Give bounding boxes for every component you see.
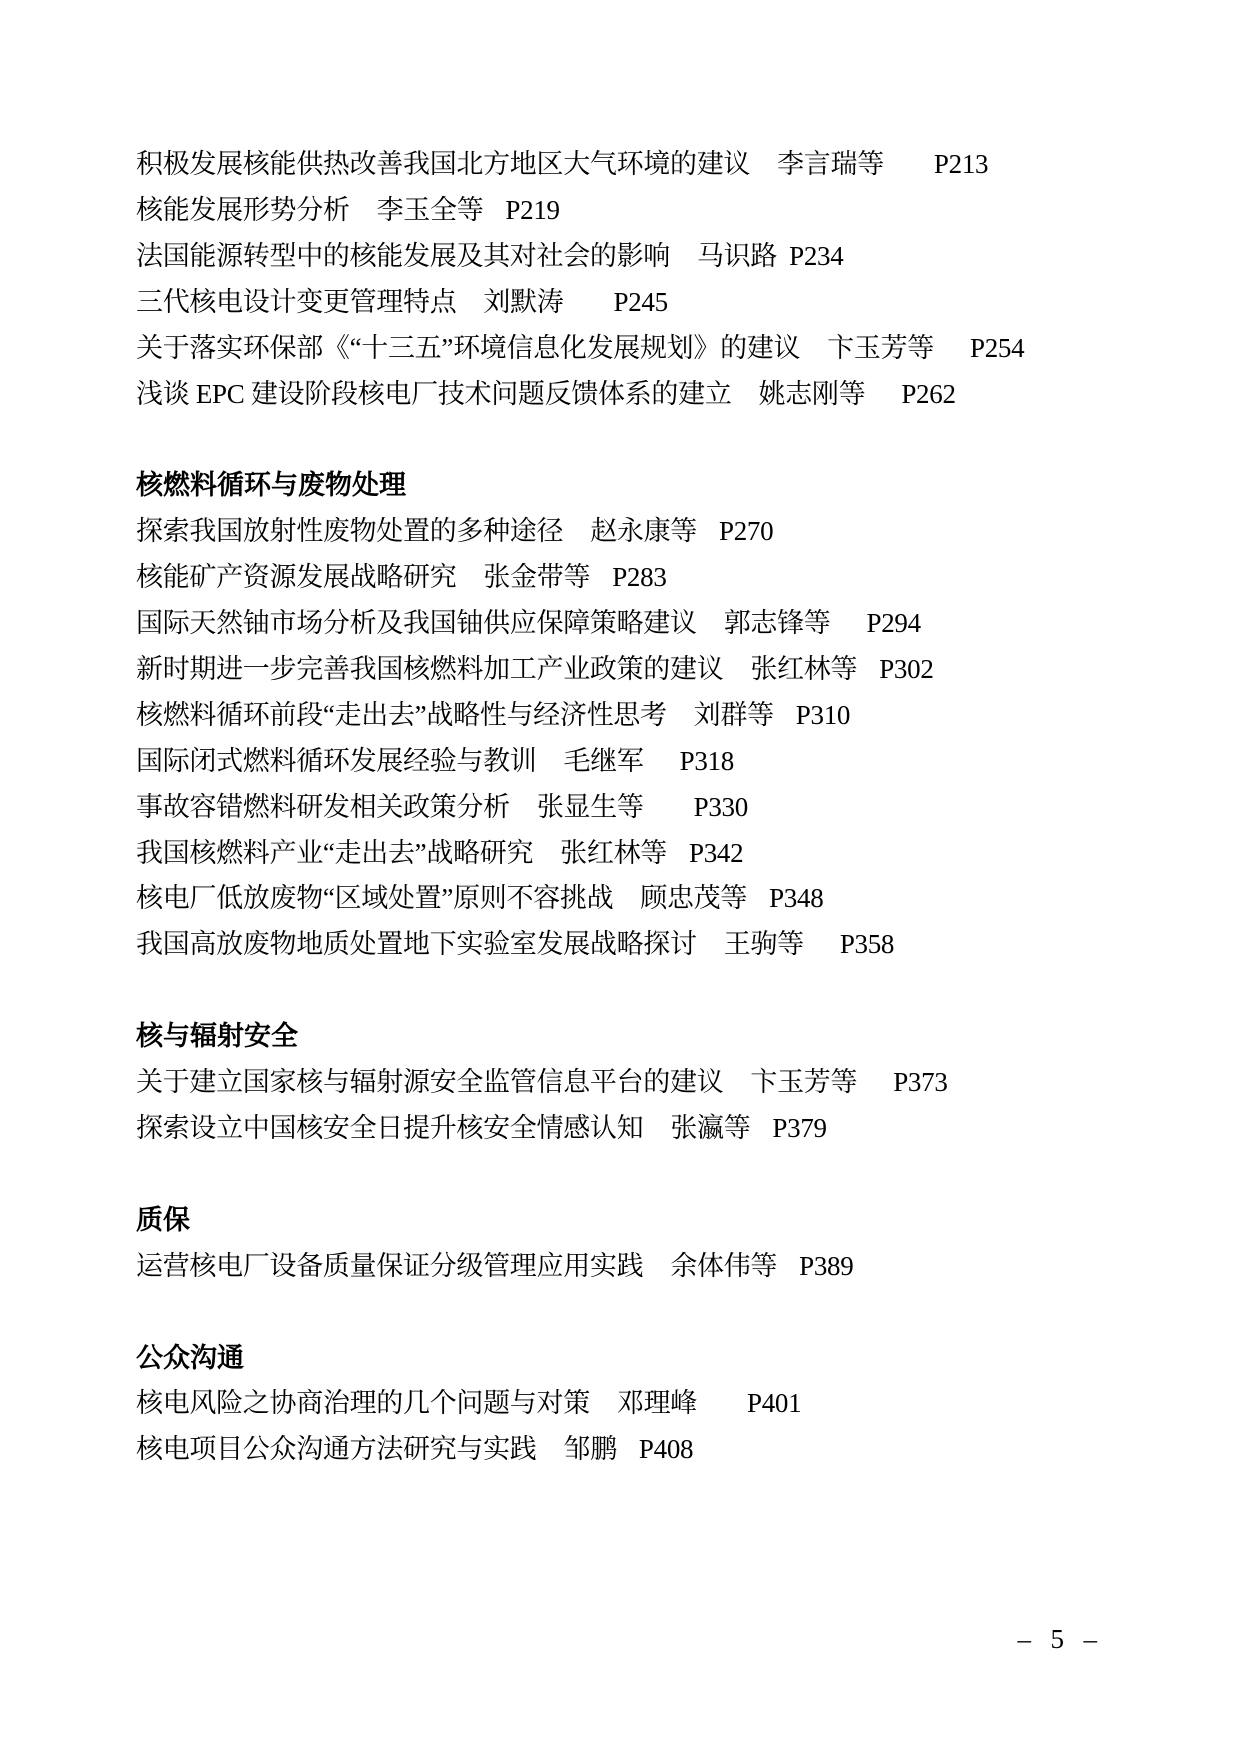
page-number — [983, 1594, 1100, 1684]
entry-author: 张瀛等 — [670, 1113, 751, 1143]
page-number-text: – 5 – — [1017, 1624, 1099, 1654]
entry-title: 我国核燃料产业“走出去”战略研究 — [136, 837, 534, 868]
toc-content — [136, 142, 1136, 1473]
toc-entry — [136, 831, 1136, 877]
entry-author: 顾忠茂等 — [640, 883, 748, 914]
toc-entry — [136, 188, 1136, 234]
toc-entry — [136, 280, 1136, 326]
entry-title: 三代核电设计变更管理特点 — [136, 286, 457, 317]
entry-author: 刘默涛 — [483, 286, 564, 317]
toc-entry — [136, 647, 1136, 693]
entry-author: 卞玉芳等 — [827, 332, 934, 363]
entry-author: 姚志刚等 — [758, 378, 866, 409]
entry-title: 核能发展形势分析 — [136, 194, 350, 225]
section-heading: 质保 — [136, 1204, 190, 1235]
entry-author: 马识路 — [697, 240, 778, 271]
entry-page-number: P213 — [933, 149, 989, 179]
entry-page-number: P219 — [505, 194, 560, 225]
toc-entry — [136, 142, 1136, 188]
entry-page-number: P234 — [789, 240, 844, 271]
entry-title: 我国高放废物地质处置地下实验室发展战略探讨 — [136, 929, 697, 960]
toc-entry — [136, 234, 1136, 280]
entry-title: 关于落实环保部《“十三五”环境信息化发展规划》的建议 — [136, 332, 801, 363]
entry-title: 核燃料循环前段“走出去”战略性与经济性思考 — [136, 699, 667, 730]
entry-page-number: P283 — [612, 562, 667, 593]
entry-page-number: P348 — [769, 883, 824, 914]
toc-entry — [136, 326, 1136, 372]
entry-author: 刘群等 — [693, 699, 774, 730]
entry-title: 积极发展核能供热改善我国北方地区大气环境的建议 — [136, 149, 751, 179]
entry-page-number: P408 — [638, 1434, 694, 1465]
entry-title: 探索我国放射性废物处置的多种途径 — [136, 516, 564, 547]
toc-entry — [136, 693, 1136, 739]
entry-title: 核能矿产资源发展战略研究 — [136, 562, 457, 593]
entry-title: 探索设立中国核安全日提升核安全情感认知 — [136, 1113, 644, 1143]
toc-entry — [136, 509, 1136, 555]
entry-page-number: P302 — [879, 653, 934, 684]
entry-author: 李言瑞等 — [777, 149, 884, 179]
entry-author: 王驹等 — [723, 929, 804, 960]
section-heading: 核与辐射安全 — [136, 1021, 298, 1052]
entry-title: 核电项目公众沟通方法研究与实践 — [136, 1434, 537, 1465]
entry-author: 邹鹏 — [563, 1434, 617, 1465]
entry-author: 余体伟等 — [670, 1250, 778, 1281]
entry-title: 核电厂低放废物“区域处置”原则不容挑战 — [136, 883, 614, 914]
entry-author: 邓理峰 — [616, 1388, 698, 1419]
entry-title: 事故容错燃料研发相关政策分析 — [136, 791, 510, 822]
entry-author: 卞玉芳等 — [750, 1067, 858, 1098]
entry-title: 法国能源转型中的核能发展及其对社会的影响 — [136, 240, 670, 271]
entry-page-number: P401 — [747, 1388, 802, 1419]
entry-page-number: P330 — [693, 791, 748, 822]
entry-author: 张金带等 — [483, 562, 591, 593]
toc-entry — [136, 1427, 1136, 1473]
entry-page-number: P358 — [839, 929, 895, 960]
entry-author: 毛继军 — [563, 745, 644, 776]
toc-entry — [136, 1244, 1136, 1290]
entry-page-number: P373 — [893, 1067, 948, 1098]
entry-title: 浅谈 EPC 建设阶段核电厂技术问题反馈体系的建立 — [136, 378, 732, 409]
entry-author: 郭志锋等 — [723, 608, 831, 639]
entry-page-number: P245 — [613, 286, 668, 317]
toc-entry — [136, 1381, 1136, 1427]
section-heading: 核燃料循环与废物处理 — [136, 470, 406, 501]
entry-page-number: P262 — [901, 378, 956, 409]
toc-entry — [136, 922, 1136, 968]
entry-page-number: P389 — [799, 1250, 854, 1281]
toc-entry — [136, 1060, 1136, 1106]
entry-author: 张红林等 — [560, 837, 667, 868]
entry-author: 张红林等 — [750, 653, 858, 684]
entry-title: 核电风险之协商治理的几个问题与对策 — [136, 1388, 590, 1419]
entry-page-number: P310 — [795, 699, 851, 730]
entry-title: 国际闭式燃料循环发展经验与教训 — [136, 745, 537, 776]
entry-page-number: P342 — [688, 837, 744, 868]
entry-author: 赵永康等 — [590, 516, 698, 547]
entry-page-number: P294 — [866, 608, 921, 639]
entry-title: 新时期进一步完善我国核燃料加工产业政策的建议 — [136, 653, 724, 684]
toc-entry — [136, 739, 1136, 785]
toc-entry — [136, 555, 1136, 601]
entry-page-number: P318 — [679, 745, 734, 776]
entry-title: 关于建立国家核与辐射源安全监管信息平台的建议 — [136, 1067, 724, 1098]
entry-page-number: P379 — [772, 1113, 827, 1143]
entry-title: 运营核电厂设备质量保证分级管理应用实践 — [136, 1250, 644, 1281]
entry-page-number: P254 — [969, 332, 1025, 363]
toc-entry — [136, 601, 1136, 647]
toc-entry — [136, 1106, 1136, 1152]
toc-entry — [136, 372, 1136, 418]
toc-entry — [136, 785, 1136, 831]
entry-page-number: P270 — [719, 516, 774, 547]
entry-author: 李玉全等 — [376, 194, 484, 225]
toc-entry — [136, 876, 1136, 922]
entry-title: 国际天然铀市场分析及我国铀供应保障策略建议 — [136, 608, 697, 639]
entry-author: 张显生等 — [536, 791, 644, 822]
section-heading: 公众沟通 — [136, 1342, 244, 1373]
